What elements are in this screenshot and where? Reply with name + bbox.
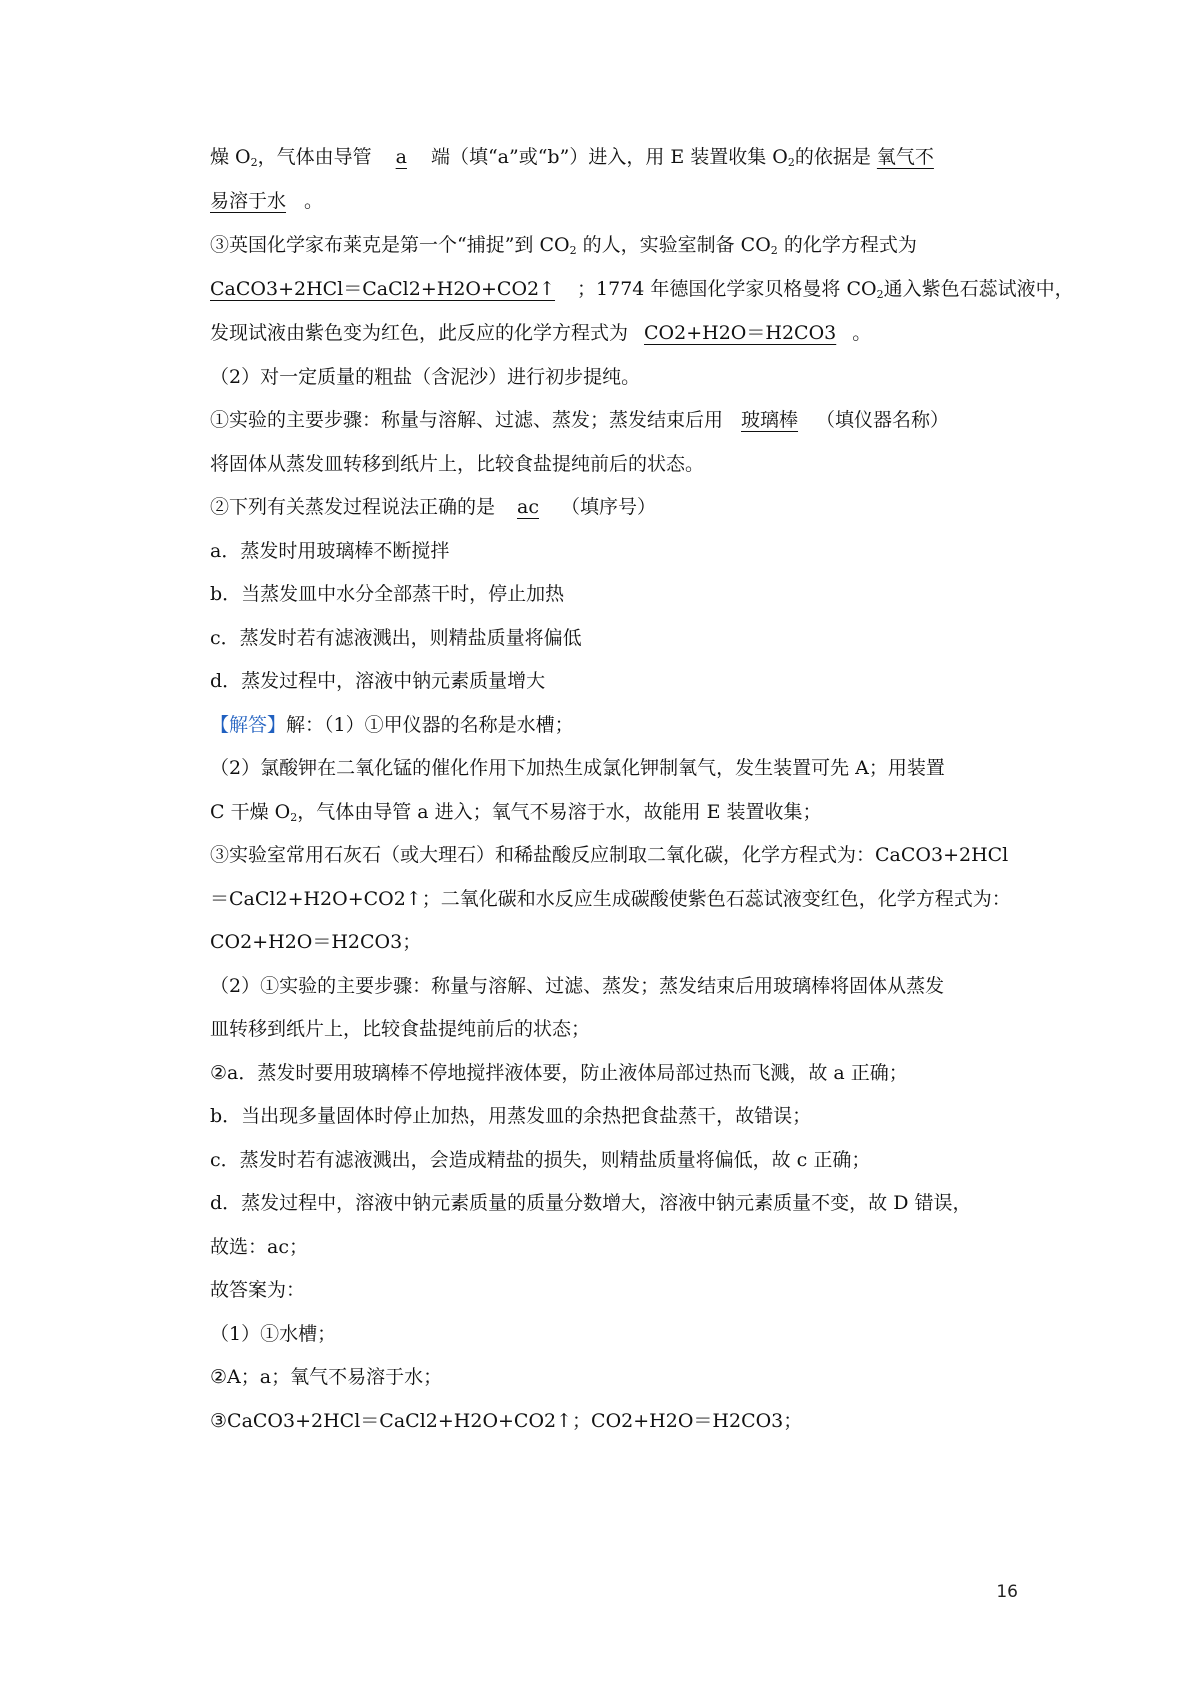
text-line: （2）①实验的主要步骤：称量与溶解、过滤、蒸发；蒸发结束后用玻璃棒将固体从蒸发 bbox=[210, 975, 945, 997]
text-line: ③英国化学家布莱克是第一个“捕捉”到 $CO_2$ 的人，实验室制备 $CO_2$ 的化学方程式为 bbox=[210, 234, 917, 257]
text-line: （1）①水槽； bbox=[210, 1323, 337, 1345]
text-line: 易溶于水 。 bbox=[210, 187, 1030, 215]
option-line: a．蒸发时用玻璃棒不断搅拌 bbox=[210, 540, 450, 562]
text-line: （2）氯酸钾在二氧化锰的催化作用下加热生成氯化钾制氧气，发生装置可先 A；用装置 bbox=[210, 757, 945, 779]
option-line: d．蒸发过程中，溶液中钠元素质量增大 bbox=[210, 670, 546, 692]
text-line: ＝CaCl2+H2O+CO2↑；二氧化碳和水反应生成碳酸使紫色石蕊试液变红色，化学方程式为： bbox=[210, 888, 1011, 910]
text-line: （2）对一定质量的粗盐（含泥沙）进行初步提纯。 bbox=[210, 366, 641, 388]
answer-blank: 玻璃棒 bbox=[741, 409, 799, 431]
text-line: 【解答】解：（1）①甲仪器的名称是水槽； bbox=[210, 714, 574, 736]
text-line: ②下列有关蒸发过程说法正确的是 ac （填序号） bbox=[210, 493, 1030, 521]
text-line: ③实验室常用石灰石（或大理石）和稀盐酸反应制取二氧化碳，化学方程式为：CaCO3+2HCl bbox=[210, 844, 1009, 866]
answer-blank: CaCO3+2HCl＝CaCl2+H2O+CO2↑ bbox=[210, 278, 556, 300]
text-line: ②a．蒸发时要用玻璃棒不停地搅拌液体要，防止液体局部过热而飞溅，故 a 正确； bbox=[210, 1062, 908, 1084]
text-line: 皿转移到纸片上，比较食盐提纯前后的状态； bbox=[210, 1018, 591, 1040]
page-number: 16 bbox=[996, 1582, 1018, 1602]
text-line: c．蒸发时若有滤液溅出，会造成精盐的损失，则精盐质量将偏低，故 c 正确； bbox=[210, 1149, 871, 1171]
answer-blank: a bbox=[395, 146, 407, 168]
text-line: ②A；a；氧气不易溶于水； bbox=[210, 1366, 443, 1388]
answer-blank: 易溶于水 bbox=[210, 190, 287, 212]
answer-blank: ac bbox=[517, 496, 539, 518]
answer-blank: 氧气不 bbox=[876, 146, 934, 168]
text-line: 故选：ac； bbox=[210, 1236, 308, 1258]
text-line: 将固体从蒸发皿转移到纸片上，比较食盐提纯前后的状态。 bbox=[210, 453, 705, 475]
text-line: 燥 $O_2$，气体由导管 a 端（填“a”或“b”）进入，用 E 装置收集 $O_2$的依据是 氧气不 bbox=[210, 143, 1030, 171]
text-line: 故答案为： bbox=[210, 1279, 306, 1301]
text-line: CaCO3+2HCl＝CaCl2+H2O+CO2↑ ；1774 年德国化学家贝格曼将 $CO_2$通入紫色石蕊试液中， bbox=[210, 275, 1030, 303]
text-line: ③CaCO3+2HCl＝CaCl2+H2O+CO2↑；CO2+H2O＝H2CO3； bbox=[210, 1410, 803, 1432]
answer-blank: CO2+H2O＝H2CO3 bbox=[644, 322, 837, 344]
option-line: c．蒸发时若有滤液溅出，则精盐质量将偏低 bbox=[210, 627, 582, 649]
text-line: CO2+H2O＝H2CO3； bbox=[210, 931, 422, 953]
text-line: ①实验的主要步骤：称量与溶解、过滤、蒸发；蒸发结束后用 玻璃棒 （填仪器名称） bbox=[210, 406, 1030, 434]
option-line: b．当蒸发皿中水分全部蒸干时，停止加热 bbox=[210, 583, 565, 605]
text-line: C 干燥 $O_2$，气体由导管 a 进入；氧气不易溶于水，故能用 E 装置收集； bbox=[210, 801, 822, 824]
text-line: b．当出现多量固体时停止加热，用蒸发皿的余热把食盐蒸干，故错误； bbox=[210, 1105, 812, 1127]
solution-tag: 【解答】 bbox=[210, 714, 287, 736]
text-line: d．蒸发过程中，溶液中钠元素质量的质量分数增大，溶液中钠元素质量不变，故 D 错误， bbox=[210, 1192, 972, 1214]
text-line: 发现试液由紫色变为红色，此反应的化学方程式为 CO2+H2O＝H2CO3 。 bbox=[210, 319, 1030, 347]
